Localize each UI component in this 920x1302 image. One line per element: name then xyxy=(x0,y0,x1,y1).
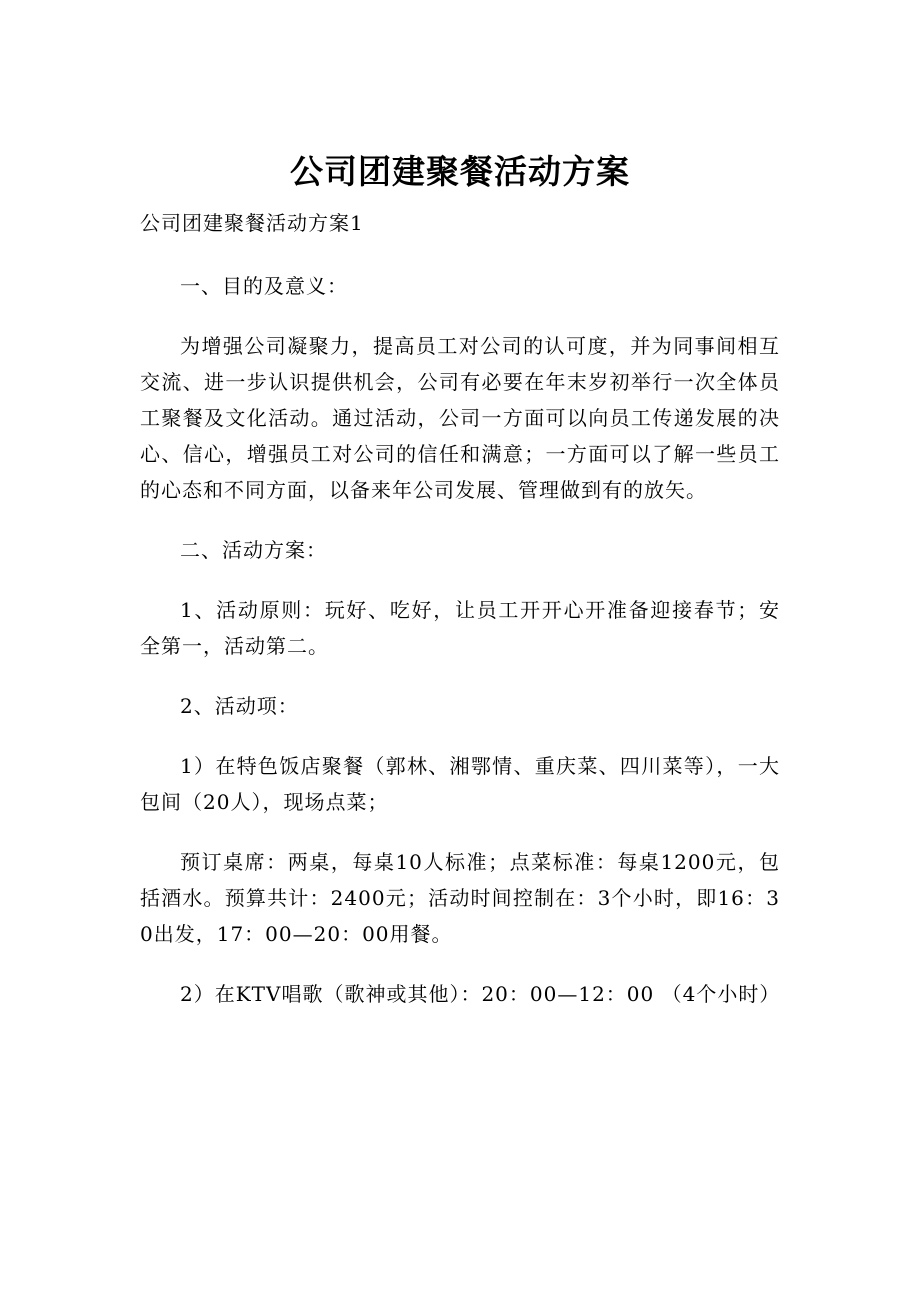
paragraph-items-heading: 2、活动项： xyxy=(180,694,299,718)
paragraph-principle: 1、活动原则：玩好、吃好，让员工开开心开准备迎接春节；安全第一，活动第二。 xyxy=(140,598,780,658)
paragraph-ktv: 2）在KTV唱歌（歌神或其他）：20：00—12：00 （4个小时） xyxy=(180,982,781,1006)
paragraph-purpose-text: 为增强公司凝聚力，提高员工对公司的认可度，并为同事间相互交流、进一步认识提供机会，公司有必要在年末岁初举行一次全体员工聚餐及文化活动。通过活动，公司一方面可以向员工传递发展的决心、信心，增强员工对公司的信任和满意；一方面可以了解一些员工的心态和不同方面，以备来年公司发展、管理做到有的放矢。 xyxy=(140,334,780,502)
paragraph-dinner: 1）在特色饭店聚餐（郭林、湘鄂情、重庆菜、四川菜等），一大包间（20人），现场点菜； xyxy=(140,754,780,814)
document-body xyxy=(140,268,780,1036)
document-title: 公司团建聚餐活动方案 xyxy=(290,152,630,191)
paragraph-booking: 预订桌席：两桌，每桌10人标准；点菜标准：每桌1200元，包括酒水。预算共计：2400元；活动时间控制在：3个小时，即16：30出发，17：00—20：00用餐。 xyxy=(140,850,780,946)
paragraph-plan-heading: 二、活动方案： xyxy=(180,538,327,562)
document-subtitle: 公司团建聚餐活动方案1 xyxy=(140,211,364,235)
paragraph-purpose-heading: 一、目的及意义： xyxy=(180,274,348,298)
